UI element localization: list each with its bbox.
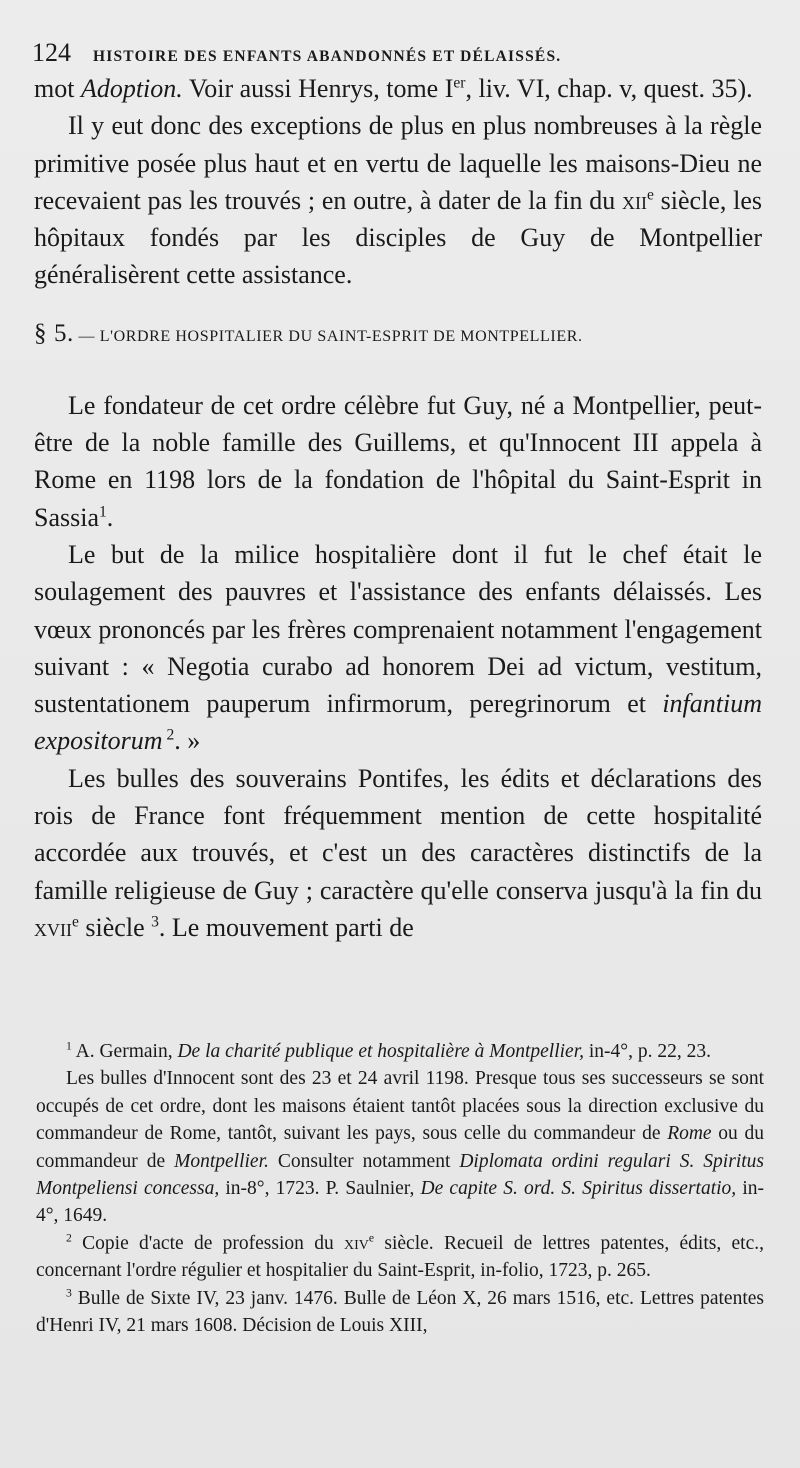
paragraph-founder: [34, 387, 762, 536]
text-run: Bulle de Sixte IV, 23 janv. 1476. Bulle de Léon X, 26 mars 1516, etc. Lettres patentes d'Henri IV, 21 mars 1608. Décision de Louis XIII,: [36, 1287, 764, 1337]
footnote-ref: 3: [151, 913, 159, 931]
page-header: [32, 38, 762, 68]
footnote-mark: 3: [66, 1286, 72, 1300]
text-run: siècle, les hôpitaux fondés par les disciples de Guy de Montpellier généralisèrent cette assistance.: [34, 185, 762, 290]
text-run: . »: [174, 726, 201, 756]
text-run: in-4°, 1649.: [36, 1178, 764, 1227]
footnotes: [36, 1038, 764, 1339]
footnote-1: [36, 1038, 764, 1065]
text-run: siècle: [78, 912, 152, 942]
text-run: Il y eut donc des exceptions de plus en plus nombreuses à la règle primitive posée plus haut et en vertu de laquelle les maisons-Dieu ne recevaient pas les trouvés ; en outre, à dater de la fin du: [34, 111, 762, 215]
section-dash: —: [73, 327, 100, 345]
paragraph-continuation: [34, 70, 762, 107]
text-run: ou du commandeur de: [36, 1123, 765, 1172]
text-run: .: [106, 502, 114, 532]
paragraph-purpose: [34, 536, 762, 760]
italic-run: Montpellier.: [174, 1150, 269, 1172]
text-run: in-8°, 1723. P. Saulnier,: [219, 1178, 421, 1200]
footnote-mark: 1: [66, 1039, 72, 1053]
text-run: , liv. VI, chap. v, quest. 35).: [465, 74, 753, 103]
paragraph-bulls: [34, 760, 762, 946]
text-run: Les bulles d'Innocent sont des 23 et 24 avril 1198. Presque tous ses successeurs se sont occupés de cet ordre, dont les maisons étaient tantôt placées sous la direction exclusive du commandeur de Rome, tantôt, suivant les pays, sous celle du commandeur de: [36, 1068, 764, 1145]
italic-run: Adoption.: [80, 74, 183, 103]
section-title: L'ORDRE HOSPITALIER DU SAINT-ESPRIT DE MONTPELLIER.: [99, 327, 583, 345]
superscript: e: [72, 913, 79, 931]
italic-run: De la charité publique et hospitalière à Montpellier,: [177, 1041, 584, 1062]
italic-run: Rome: [667, 1123, 712, 1145]
page-number: 124: [32, 38, 71, 67]
text-run: A. Germain,: [71, 1041, 178, 1062]
text-run: Les bulles des souverains Pontifes, les édits et déclarations des rois de France font fréquemment mention de cette hospitalité accordée aux trouvés, et c'est un des caractères distinctifs de la famille religieuse de Guy ; caractère qu'elle conserva jusqu'à la fin du: [34, 763, 762, 905]
text-run: Voir aussi Henrys, tome I: [182, 74, 454, 103]
footnote-2: [36, 1230, 764, 1285]
section-number: § 5.: [34, 319, 74, 347]
text-run: Le fondateur de cet ordre célèbre fut Guy, né a Montpellier, peut-être de la noble famille des Guillems, et qu'Innocent III appela à Rome en 1198 lors de la fondation de l'hôpital du Saint-Esprit in Sassia: [34, 390, 762, 532]
superscript: e: [368, 1231, 375, 1245]
paragraph-exceptions: [34, 107, 762, 293]
footnote-ref: 1: [99, 503, 107, 521]
footnote-1-continued: [36, 1065, 764, 1229]
text-run: in-4°, p. 22, 23.: [584, 1041, 711, 1062]
superscript: e: [647, 186, 654, 204]
italic-run: infantium expositorum: [34, 689, 762, 756]
roman-numeral: xii: [622, 185, 647, 215]
text-run: . Le mouvement parti de: [158, 912, 414, 942]
roman-numeral: xvii: [34, 912, 72, 942]
superscript: er: [453, 74, 466, 92]
text-run: siècle. Recueil de lettres patentes, édits, etc., concernant l'ordre régulier et hospitalier du Saint-Esprit, in-folio, 1723, p. 265.: [36, 1232, 764, 1282]
roman-numeral: xiv: [344, 1232, 369, 1254]
text-run: Le but de la milice hospitalière dont il fut le chef était le soulagement des pauvres et l'assistance des enfants délaissés. Les vœux prononcés par les frères comprenaient notamment l'engagement suivant : « Negotia curabo ad honorem Dei ad victum, vestitum, sustentationem pauperum infirmorum, peregrinorum et: [34, 539, 762, 719]
running-title: HISTOIRE DES ENFANTS ABANDONNÉS ET DÉLAISSÉS.: [93, 48, 562, 65]
section-heading: [34, 314, 762, 357]
main-text: [34, 70, 762, 946]
text-run: Copie d'acte de profession du: [71, 1232, 344, 1254]
italic-run: De capite S. ord. S. Spiritus dissertatio,: [420, 1178, 737, 1200]
text-run: mot: [34, 74, 81, 103]
text-run: Consulter notamment: [268, 1150, 460, 1172]
italic-run: Diplomata ordini regulari S. Spiritus Montpeliensi concessa,: [36, 1150, 764, 1200]
footnote-ref: 2: [162, 726, 175, 744]
footnote-mark: 2: [66, 1231, 72, 1245]
footnote-3: [36, 1285, 764, 1340]
